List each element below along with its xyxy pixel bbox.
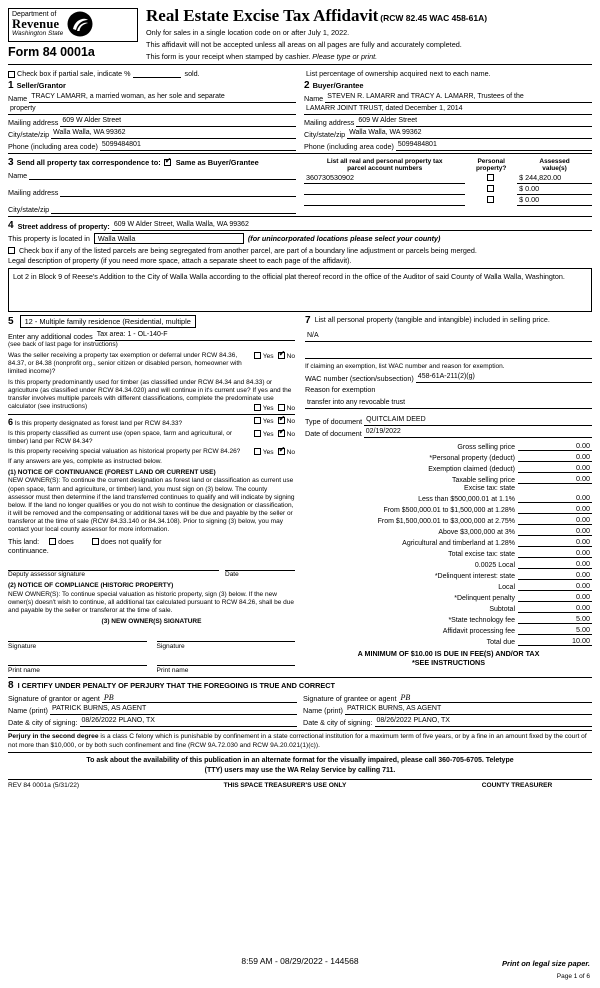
see-back-note: (see back of last page for instructions) bbox=[8, 340, 118, 348]
parcel-col-header-l1: List all real and personal property tax bbox=[326, 157, 443, 165]
tax-line-value[interactable]: 0.00 bbox=[518, 515, 592, 525]
notice-1-body: NEW OWNER(S): To continue the current designation as forest land or classification as current use (open space, farm and agriculture, or timber) land, you must sign on (3) below. The county assessor must then determine if the land transferred continues to qualify and will indicate by signing below. If the land no longer qualifies or you do not wish to continue the designation or classification, it will be removed and the compensating or additional taxes will be due and payable by the seller or transferor at the time of sale (RCW 84.33.140 or 84.34.108). Prior to signing (3) below, you may contact your local county assessor for more information. bbox=[8, 477, 295, 534]
additional-codes-label: Enter any additional codes bbox=[8, 331, 93, 341]
parcel-account-input[interactable] bbox=[304, 195, 465, 206]
notice-2-title: (2) NOTICE OF COMPLIANCE (HISTORIC PROPERTY) bbox=[8, 582, 174, 590]
header-sub1: Only for sales in a single location code on or after July 1, 2022. bbox=[146, 28, 350, 37]
legal-description-input[interactable]: Lot 2 in Block 9 of Reese's Addition to the City of Walla Walla according to the official plat thereof record in the office of the Auditor of said County of Walla Walla, Washington. bbox=[8, 268, 592, 312]
personal-col-header-l1: Personal bbox=[477, 157, 505, 165]
tax-line-label: *Personal property (deduct) bbox=[429, 454, 515, 462]
header-divider bbox=[8, 64, 592, 65]
county-treasurer-label: COUNTY TREASURER bbox=[481, 782, 553, 790]
perjury-lead: Perjury in the second degree bbox=[8, 733, 99, 741]
tax-line-label: Excise tax: state bbox=[464, 484, 515, 492]
notice-2-body: NEW OWNER(S): To continue special valuation as historic property, sign (3) below. If the new owner(s) doesn't wish to continue, all additional tax calculated pursuant to RCW 84.26, shall be due and payable by the seller or transferor at the time of sale. bbox=[8, 590, 294, 614]
section-6-q3: Is this property receiving special valuation as historical property per RCW 84.26? bbox=[8, 448, 241, 456]
section-1-seller bbox=[8, 80, 300, 151]
document-type-label: Type of document bbox=[305, 416, 363, 426]
section-2-buyer bbox=[300, 80, 592, 151]
parcel-col-header-l2: parcel account numbers bbox=[347, 164, 423, 172]
s6q1-yes-label: Yes bbox=[262, 417, 274, 425]
same-as-buyer-label: Same as Buyer/Grantee bbox=[175, 157, 259, 167]
tax-line-label: *State technology fee bbox=[448, 616, 515, 624]
tax-line-label: From $500,000.01 to $1,500,000 at 1.28% bbox=[383, 506, 515, 514]
land-does-checkbox[interactable] bbox=[49, 538, 56, 545]
personal-col-header-l2: property? bbox=[476, 164, 507, 172]
grantee-signature-label: Signature of grantee or agent bbox=[303, 694, 397, 704]
seller-mailing-label: Mailing address bbox=[8, 117, 59, 127]
buyer-citystate-label: City/state/zip bbox=[304, 129, 346, 139]
section-7-number: 7 bbox=[305, 314, 311, 326]
if-any-yes-note: If any answers are yes, complete as instructed below. bbox=[8, 458, 162, 466]
deputy-assessor-date-input[interactable] bbox=[225, 561, 295, 571]
grantee-date-label: Date & city of signing: bbox=[303, 718, 373, 728]
assessed-value-input[interactable]: $ 0.00 bbox=[517, 195, 592, 206]
street-address-input[interactable]: 609 W Alder Street, Walla Walla, WA 99362 bbox=[112, 221, 592, 231]
segregation-label: Check box if any of the listed parcels are being segregated from another parcel, are part of a boundary line adjustment or parcels being merged. bbox=[18, 245, 477, 255]
grantee-cert bbox=[303, 691, 592, 727]
exemption-reason-label: Reason for exemption bbox=[305, 384, 376, 394]
segregation-checkbox[interactable] bbox=[8, 247, 15, 254]
dept-line1: Department of bbox=[12, 11, 57, 18]
q2-no-label: No bbox=[286, 404, 295, 412]
tax-line-label: Subtotal bbox=[489, 605, 515, 613]
q2-no-checkbox[interactable] bbox=[278, 404, 285, 411]
parties-columns bbox=[8, 80, 592, 151]
table-row bbox=[304, 195, 592, 206]
grantor-date-label: Date & city of signing: bbox=[8, 718, 78, 728]
s6q2-yes-checkbox[interactable] bbox=[254, 430, 261, 437]
rcw-reference: (RCW 82.45 WAC 458-61A) bbox=[380, 13, 488, 23]
deputy-assessor-date-label: Date bbox=[225, 571, 239, 579]
footer-row bbox=[8, 779, 592, 789]
personal-property-checkbox[interactable] bbox=[487, 185, 494, 192]
q1-no-label: No bbox=[286, 352, 295, 360]
new-owner-printname-input-2[interactable] bbox=[157, 654, 296, 666]
seller-mailing-input[interactable]: 609 W Alder Street bbox=[60, 117, 296, 127]
tax-line-label: Gross selling price bbox=[457, 443, 515, 451]
tax-line-value[interactable]: 5.00 bbox=[518, 614, 592, 624]
grantor-signature-input[interactable]: PB bbox=[102, 693, 297, 703]
personal-property-input[interactable]: N/A bbox=[305, 332, 592, 342]
same-as-buyer-checkbox[interactable] bbox=[164, 159, 171, 166]
section-5-6 bbox=[8, 315, 300, 675]
dept-line3: Washington State bbox=[12, 30, 64, 38]
personal-property-input-2[interactable] bbox=[305, 349, 592, 359]
table-row bbox=[304, 173, 592, 184]
deputy-assessor-signature-label: Deputy assessor signature bbox=[8, 571, 85, 579]
document-header bbox=[8, 6, 592, 62]
tax-line-label: *Delinquent interest: state bbox=[434, 572, 515, 580]
section-6-number: 6 bbox=[8, 416, 14, 427]
tax-line-value[interactable]: 0.00 bbox=[518, 504, 592, 514]
personal-col-header bbox=[465, 157, 517, 173]
section-3-number: 3 bbox=[8, 156, 14, 168]
grantee-name-input[interactable]: PATRICK BURNS, AS AGENT bbox=[345, 705, 592, 715]
tax-line-label: Taxable selling price bbox=[451, 476, 515, 484]
section-5-number: 5 bbox=[8, 315, 14, 327]
s6q1-no-label: No bbox=[286, 417, 295, 425]
new-owner-printname-input-1[interactable] bbox=[8, 654, 147, 666]
tax-line-label: Exemption claimed (deduct) bbox=[428, 465, 515, 473]
assessed-value-input[interactable]: $ 0.00 bbox=[517, 184, 592, 195]
new-owner-signature-label-1: Signature bbox=[8, 643, 37, 651]
tax-line-label: Total due bbox=[486, 638, 515, 646]
revision-number: REV 84 0001a (5/31/22) bbox=[8, 782, 80, 790]
s6q2-no-label: No bbox=[286, 430, 295, 438]
tax-line-value[interactable]: 5.00 bbox=[518, 625, 592, 635]
buyer-name-input-2[interactable]: LAMARR JOINT TRUST, dated December 1, 2014 bbox=[304, 105, 592, 115]
buyer-name-input[interactable]: STEVEN R. LAMARR and TRACY A. LAMARR, Trustees of the bbox=[325, 93, 592, 103]
agency-logo-box bbox=[8, 8, 138, 42]
print-legal-note: Print on legal size paper. bbox=[502, 959, 590, 968]
section-7 bbox=[300, 315, 592, 675]
washington-state-logo-icon bbox=[67, 11, 93, 37]
land-does-label: does bbox=[58, 537, 74, 547]
buyer-mailing-input[interactable]: 609 W Alder Street bbox=[356, 117, 592, 127]
section-5-q2-text: Is this property predominantly used for timber (as classified under RCW 84.34 and 84.33) or agriculture (as classified under RCW 84.34.020) and will continue in it's current use? If yes and the transfer involves multiple parcels with different classifications, complete the predominate use calculator (see instructions) bbox=[8, 379, 292, 411]
parcel-table-wrap bbox=[300, 157, 592, 214]
q1-no-checkbox[interactable] bbox=[278, 352, 285, 359]
grantor-name-label: Name (print) bbox=[8, 706, 48, 716]
seller-name-input[interactable]: TRACY LAMARR, a married woman, as her sole and separate bbox=[29, 93, 296, 103]
document-date-input[interactable]: 02/19/2022 bbox=[364, 428, 592, 438]
corr-mailing-label: Mailing address bbox=[8, 187, 59, 197]
tax-line-label: Local bbox=[498, 583, 515, 591]
section-1-title: Seller/Grantor bbox=[16, 80, 66, 90]
street-address-label: Street address of property: bbox=[17, 221, 110, 231]
wac-number-input[interactable]: 458-61A-211(2)(g) bbox=[416, 373, 592, 383]
form-number: Form 84 0001a bbox=[8, 45, 95, 60]
additional-codes-input[interactable]: Tax area: 1 - OL-140-F bbox=[95, 331, 295, 341]
partial-sale-label: Check box if partial sale, indicate % bbox=[17, 68, 131, 78]
new-owner-printname-label-2: Print name bbox=[156, 667, 189, 675]
section-2-title: Buyer/Grantee bbox=[312, 80, 364, 90]
notice-3-title: (3) NEW OWNER(S) SIGNATURE bbox=[101, 617, 202, 625]
grantor-cert bbox=[8, 691, 303, 727]
seller-citystate-label: City/state/zip bbox=[8, 129, 50, 139]
section-8 bbox=[8, 677, 592, 727]
corr-name-label: Name bbox=[8, 170, 28, 180]
corr-mailing-input[interactable] bbox=[60, 187, 296, 197]
section-8-number: 8 bbox=[8, 680, 14, 692]
section-5-q2 bbox=[8, 379, 295, 412]
accessibility-line-2: (TTY) users may use the WA Relay Service by calling 711. bbox=[204, 766, 396, 774]
land-does-not-label: does not qualify for bbox=[100, 537, 162, 547]
corr-citystate-input[interactable] bbox=[51, 204, 296, 214]
section-3-title: Send all property tax correspondence to: bbox=[16, 157, 161, 167]
certification-columns bbox=[8, 691, 592, 727]
continuance-label: continuance. bbox=[8, 546, 49, 556]
tax-line-value[interactable]: 0.00 bbox=[518, 493, 592, 503]
header-sub3-b: Please type or print. bbox=[312, 51, 378, 61]
seller-name-input-2[interactable]: property bbox=[8, 105, 296, 115]
tax-line-value[interactable]: 0.00 bbox=[518, 603, 592, 613]
grantee-name-label: Name (print) bbox=[303, 706, 343, 716]
assessed-col-header bbox=[517, 157, 592, 173]
section-2-divider bbox=[8, 153, 592, 154]
header-sub3 bbox=[146, 52, 592, 62]
tax-line-value[interactable]: 0.00 bbox=[518, 463, 592, 473]
tax-line-value[interactable]: 0.00 bbox=[518, 559, 592, 569]
s6q1-yes-checkbox[interactable] bbox=[254, 417, 261, 424]
buyer-phone-label: Phone (including area code) bbox=[304, 141, 394, 151]
partial-sale-sold-label: sold. bbox=[184, 68, 200, 78]
new-owner-signature-input-1[interactable] bbox=[8, 630, 147, 642]
s6q3-no-checkbox[interactable] bbox=[278, 448, 285, 455]
q2-yes-checkbox[interactable] bbox=[254, 404, 261, 411]
grantor-name-input[interactable]: PATRICK BURNS, AS AGENT bbox=[50, 705, 297, 715]
seller-phone-label: Phone (including area code) bbox=[8, 141, 98, 151]
assessed-col-header-l2: value(s) bbox=[542, 164, 567, 172]
partial-sale-percent-input[interactable] bbox=[133, 68, 181, 78]
buyer-phone-input[interactable]: 5099484801 bbox=[396, 141, 592, 151]
section-6-q1-wrap bbox=[8, 417, 249, 428]
located-note: (for unincorporated locations please select your county) bbox=[247, 233, 441, 243]
new-owner-printname-row bbox=[8, 654, 295, 674]
grantee-date-input[interactable]: 08/26/2022 PLANO, TX bbox=[375, 717, 592, 727]
header-right bbox=[138, 6, 592, 62]
buyer-citystate-input[interactable]: Walla Walla, WA 99362 bbox=[347, 129, 592, 139]
tax-computation-table bbox=[305, 441, 592, 646]
section-8-title: I CERTIFY UNDER PENALTY OF PERJURY THAT THE FOREGOING IS TRUE AND CORRECT bbox=[17, 681, 335, 691]
see-instructions-note: *SEE INSTRUCTIONS bbox=[411, 657, 486, 667]
legal-description-label: Legal description of property (if you need more space, attach a separate sheet to each page of the affidavit). bbox=[8, 255, 352, 265]
county-city-input[interactable]: Walla Walla bbox=[94, 233, 244, 244]
tax-line-value[interactable]: 0.00 bbox=[518, 548, 592, 558]
personal-property-checkbox[interactable] bbox=[487, 174, 494, 181]
header-left bbox=[8, 6, 138, 59]
section-3 bbox=[8, 157, 592, 214]
tax-line-value[interactable]: 0.00 bbox=[518, 570, 592, 580]
parcel-account-input[interactable] bbox=[304, 184, 465, 195]
tax-line-value[interactable]: 0.00 bbox=[518, 581, 592, 591]
section-4 bbox=[8, 220, 592, 312]
seller-phone-input[interactable]: 5099484801 bbox=[100, 141, 296, 151]
parcel-col-header bbox=[304, 157, 465, 173]
deputy-assessor-signature-input[interactable] bbox=[8, 561, 219, 571]
q1-yes-checkbox[interactable] bbox=[254, 352, 261, 359]
tax-line-label: From $1,500,000.01 to $3,000,000 at 2.75% bbox=[377, 517, 515, 525]
tax-line-value[interactable]: 0.00 bbox=[518, 592, 592, 602]
buyer-name-label: Name bbox=[304, 93, 324, 103]
section-3-left bbox=[8, 157, 300, 214]
tax-line-label: 0.0025 Local bbox=[474, 561, 515, 569]
accessibility-line-1: To ask about the availability of this publication in an alternate format for the visually impaired, please call 360-705-6705. Teletype bbox=[86, 757, 514, 765]
section-1-number: 1 bbox=[8, 79, 14, 91]
section-4-number: 4 bbox=[8, 219, 14, 231]
buyer-mailing-label: Mailing address bbox=[304, 117, 355, 127]
section-7-title: List all personal property (tangible and intangible) included in selling price. bbox=[314, 314, 550, 324]
section-2-number: 2 bbox=[304, 79, 310, 91]
s6q1-no-checkbox[interactable] bbox=[278, 417, 285, 424]
ownership-note: List percentage of ownership acquired next to each name. bbox=[306, 68, 491, 78]
accessibility-notice bbox=[8, 756, 592, 775]
tax-line-value[interactable]: 0.00 bbox=[518, 526, 592, 536]
document-type-input[interactable]: QUITCLAIM DEED bbox=[364, 416, 592, 426]
tax-line-label: Less than $500,000.01 at 1.1% bbox=[418, 495, 515, 503]
parcel-table bbox=[304, 157, 592, 206]
receipt-stamp: 8:59 AM - 08/29/2022 - 144568 bbox=[241, 956, 359, 966]
section-6-q2: Is this property classified as current use (open space, farm and agricultural, or timber) land per RCW 84.34? bbox=[8, 429, 232, 445]
tax-line-label: Total excise tax: state bbox=[448, 550, 515, 558]
wac-number-label: WAC number (section/subsection) bbox=[305, 373, 414, 383]
corr-citystate-label: City/state/zip bbox=[8, 204, 50, 214]
notice-1-title: (1) NOTICE OF CONTINUANCE (FOREST LAND OR CURRENT USE) bbox=[8, 469, 216, 477]
new-owner-signature-row bbox=[8, 630, 295, 650]
table-row bbox=[304, 184, 592, 195]
dept-line2: Revenue bbox=[12, 17, 60, 32]
tax-line-label: Affidavit processing fee bbox=[442, 627, 515, 635]
tax-line-label: *Delinquent penalty bbox=[454, 594, 515, 602]
tax-line-label: Agricultural and timberland at 1.28% bbox=[402, 539, 515, 547]
s6q3-no-label: No bbox=[286, 449, 295, 457]
corr-name-input[interactable] bbox=[29, 170, 296, 180]
grantor-signature-label: Signature of grantor or agent bbox=[8, 694, 100, 704]
assessed-col-header-l1: Assessed bbox=[539, 157, 570, 165]
new-owner-signature-input-2[interactable] bbox=[157, 630, 296, 642]
parcel-account-input[interactable]: 360730530902 bbox=[304, 173, 465, 184]
tax-line-value[interactable]: 0.00 bbox=[518, 474, 592, 484]
section-5-divider bbox=[8, 414, 295, 415]
new-owner-signature-label-2: Signature bbox=[156, 643, 185, 651]
s6q2-no-checkbox[interactable] bbox=[278, 430, 285, 437]
partial-sale-checkbox[interactable] bbox=[8, 71, 15, 78]
tax-line-value[interactable]: 0.00 bbox=[518, 441, 592, 451]
seller-citystate-input[interactable]: Walla Walla, WA 99362 bbox=[51, 129, 296, 139]
section-5-q1: Was the seller receiving a property tax exemption or deferral under RCW 84.36, 84.37, or 84.38 (nonprofit org., senior citizen or disabled person, homeowner with limited income)? bbox=[8, 351, 242, 375]
exemption-instruction: If claiming an exemption, list WAC number and reason for exemption. bbox=[305, 362, 505, 370]
q2-yes-label: Yes bbox=[262, 404, 274, 412]
partial-sale-row bbox=[8, 68, 592, 78]
land-use-code-select[interactable]: 12 - Multiple family residence (Residential, multiple bbox=[20, 315, 196, 328]
land-does-not-checkbox[interactable] bbox=[92, 538, 99, 545]
grantee-signature-input[interactable]: PB bbox=[399, 693, 592, 703]
perjury-text: is a class C felony which is punishable by confinement in a state correctional institution for a maximum term of five years, or by a fine in an amount fixed by the court of not more than $10,000, or by both such confinement and fine (RCW 9A.72.030 and RCW 9A.20.021(1)(c)). bbox=[8, 733, 587, 749]
tax-line-value[interactable]: 10.00 bbox=[518, 636, 592, 646]
personal-property-checkbox[interactable] bbox=[487, 196, 494, 203]
perjury-notice bbox=[8, 730, 592, 753]
tax-line-value[interactable]: 0.00 bbox=[518, 452, 592, 462]
header-sub2: This affidavit will not be accepted unless all areas on all pages are fully and accurately completed. bbox=[146, 39, 462, 49]
grantor-date-input[interactable]: 08/26/2022 PLANO, TX bbox=[80, 717, 297, 727]
section-3-divider bbox=[8, 216, 592, 217]
this-land-label: This land: bbox=[8, 537, 40, 547]
tax-line-label: Above $3,000,000 at 3% bbox=[438, 528, 515, 536]
treasurer-space-label: THIS SPACE TREASURER'S USE ONLY bbox=[223, 782, 347, 790]
page-number: Page 1 of 6 bbox=[556, 973, 590, 980]
header-sub3-a: This form is your receipt when stamped by cashier. bbox=[146, 51, 313, 61]
s6q3-yes-checkbox[interactable] bbox=[254, 448, 261, 455]
located-in-label: This property is located in bbox=[8, 233, 90, 243]
new-owner-printname-label-1: Print name bbox=[8, 667, 40, 675]
assessed-value-input[interactable]: $ 244,820.00 bbox=[517, 173, 592, 184]
seller-name-label: Name bbox=[8, 93, 28, 103]
s6q3-yes-label: Yes bbox=[262, 449, 274, 457]
page-title: Real Estate Excise Tax Affidavit bbox=[146, 6, 379, 25]
section-6-q1: Is this property designated as forest land per RCW 84.33? bbox=[14, 419, 183, 427]
s6q2-yes-label: Yes bbox=[262, 430, 274, 438]
minimum-due-note: A MINIMUM OF $10.00 IS DUE IN FEE(S) AND/OR TAX bbox=[357, 648, 540, 658]
tax-line-value[interactable]: 0.00 bbox=[518, 537, 592, 547]
document-date-label: Date of document bbox=[305, 428, 362, 438]
exemption-reason-input[interactable]: transfer into any revocable trust bbox=[305, 399, 592, 409]
q1-yes-label: Yes bbox=[262, 352, 274, 360]
lower-columns bbox=[8, 315, 592, 675]
